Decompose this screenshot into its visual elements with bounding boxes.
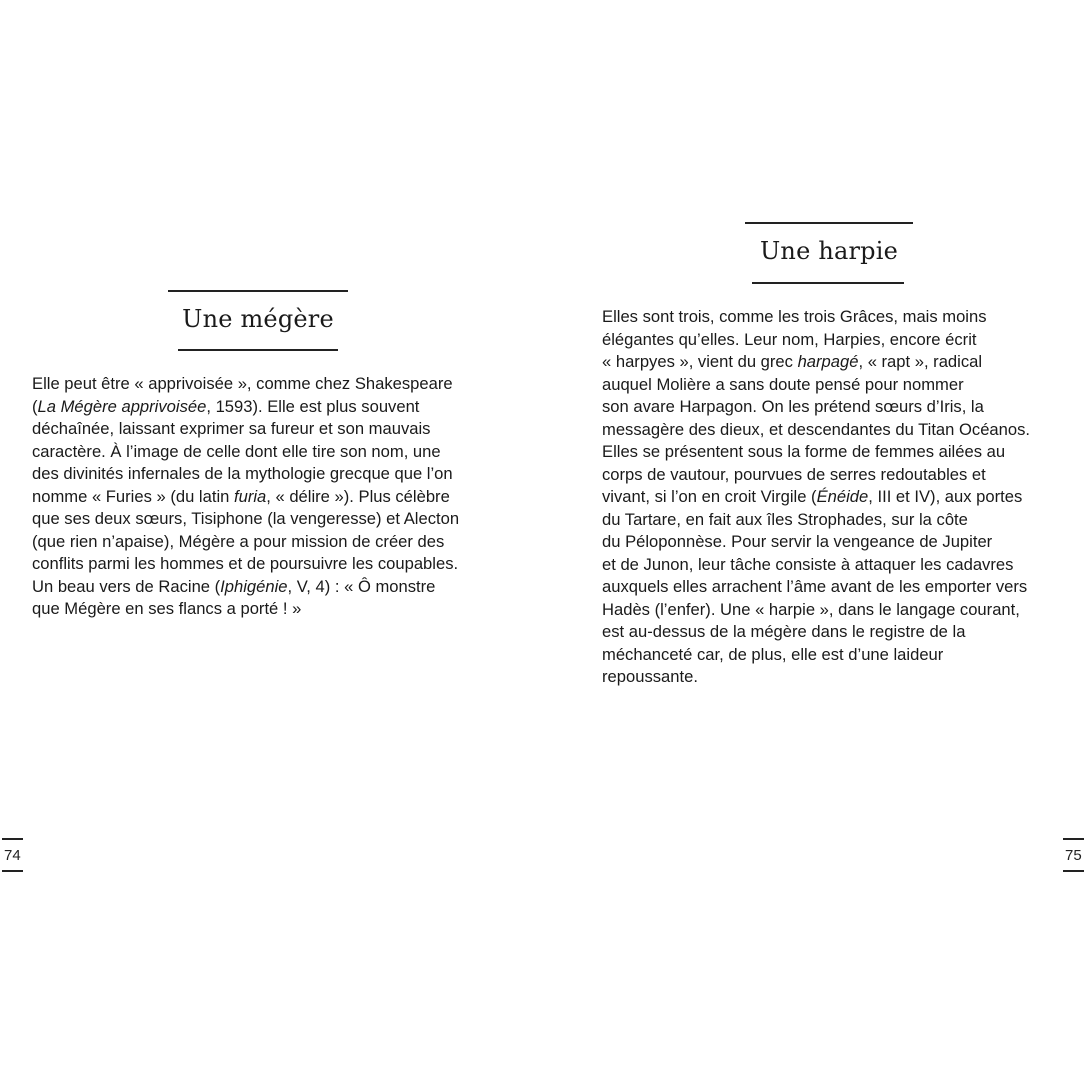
page-number: 75 [1065,847,1082,864]
title-rule-bottom [752,282,904,284]
text-run: élégantes qu’elles. Leur nom, Harpies, encore écrit [602,329,977,349]
text-run: , V, 4) : « Ô monstre [287,576,436,596]
text-line [602,306,1082,329]
text-run: des divinités infernales de la mythologie grecque que l’on [32,464,453,483]
page-number: 74 [4,847,21,864]
text-line [32,373,532,396]
text-run: ( [32,396,38,416]
text-run: Elle peut être « apprivoisée », comme chez Shakespeare [32,374,453,393]
right-page [544,0,1089,1089]
text-line [602,621,1082,644]
text-line [602,396,1082,419]
text-line [32,598,532,621]
text-run: , « délire »). Plus célèbre [266,486,450,506]
text-line [602,351,1082,374]
text-line [602,329,1082,352]
page-title: Une harpie [760,237,898,265]
text-run: auxquels elles arrachent l’âme avant de les emporter vers [602,577,1028,596]
page-number-rule-bottom [2,870,23,872]
page-number-rule-bottom [1063,870,1084,872]
text-line [602,576,1082,599]
text-line [602,419,1082,442]
text-line [32,531,532,554]
text-run: vivant, si l’on en croit Virgile ( [602,487,817,506]
text-run: déchaînée, laissant exprimer sa fureur et son mauvais [32,419,431,438]
page-title: Une mégère [182,305,334,333]
title-rule-top [168,290,348,292]
text-run: repoussante. [602,667,698,686]
text-line [32,486,532,509]
text-line [32,576,532,599]
title-rule-top [745,222,913,224]
text-line [32,508,532,531]
text-run: conflits parmi les hommes et de poursuivre les coupables. [32,554,459,573]
text-line [602,486,1082,509]
text-run: du Tartare, en fait aux îles Strophades, sur la côte [602,509,968,529]
text-run: Elles sont trois, comme les trois Grâces, mais moins [602,307,987,326]
text-run: que ses deux sœurs, Tisiphone (la vengeresse) et Alecton [32,509,460,528]
text-run: méchanceté car, de plus, elle est d’une laideur [602,644,944,664]
text-line [602,374,1082,397]
text-run: est au-dessus de la mégère dans le registre de la [602,622,966,641]
text-run: et de Junon, leur tâche consiste à attaquer les cadavres [602,554,1014,574]
italic-title: Énéide [816,487,869,506]
text-line [602,554,1082,577]
text-line [32,553,532,576]
text-run: Un beau vers de Racine ( [32,576,221,596]
text-line [602,509,1082,532]
text-run: , « rapt », radical [858,352,983,371]
body-text [602,306,1082,689]
text-run: son avare Harpagon. On les prétend sœurs d’Iris, la [602,397,984,416]
body-text [32,373,532,621]
text-line [602,644,1082,667]
italic-title: harpagé [797,352,859,371]
text-line [602,531,1082,554]
text-run: du Péloponnèse. Pour servir la vengeance de Jupiter [602,532,993,551]
text-run: messagère des dieux, et descendantes du Titan Océanos. [602,419,1031,439]
text-line [32,418,532,441]
text-run: que Mégère en ses flancs a porté ! » [32,599,302,618]
text-run: , 1593). Elle est plus souvent [206,396,420,416]
italic-title: furia [233,486,267,506]
text-line [32,441,532,464]
italic-title: Iphigénie [220,576,288,596]
text-run: Hadès (l’enfer). Une « harpie », dans le langage courant, [602,599,1020,619]
title-rule-bottom [178,349,338,351]
text-run: nomme « Furies » (du latin [32,486,234,506]
text-line [602,464,1082,487]
text-run: corps de vautour, pourvues de serres redoutables et [602,464,986,484]
text-run: , III et IV), aux portes [868,487,1023,506]
text-run: auquel Molière a sans doute pensé pour nommer [602,374,964,394]
text-run: Elles se présentent sous la forme de femmes ailées au [602,442,1006,461]
text-line [32,396,532,419]
text-line [602,666,1082,689]
text-line [602,441,1082,464]
page-number-rule-top [2,838,23,840]
page-number-rule-top [1063,838,1084,840]
left-page [0,0,544,1089]
italic-title: La Mégère apprivoisée [37,396,207,416]
text-line [602,599,1082,622]
text-line [32,463,532,486]
text-run: (que rien n’apaise), Mégère a pour mission de créer des [32,531,445,551]
text-run: caractère. À l’image de celle dont elle tire son nom, une [32,441,441,461]
text-run: « harpyes », vient du grec [602,352,798,371]
